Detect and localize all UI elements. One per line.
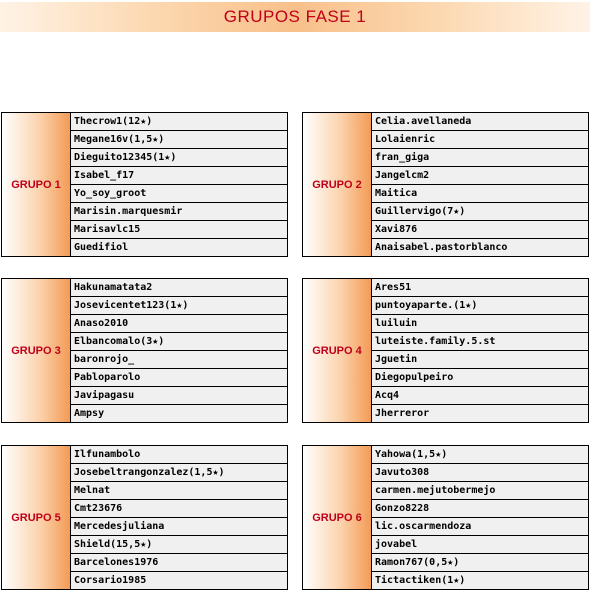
member-row: Celia.avellaneda xyxy=(372,113,588,131)
member-row: Corsario1985 xyxy=(71,572,287,589)
member-row: Josevicentet123(1★) xyxy=(71,297,287,315)
member-row: luiluin xyxy=(372,315,588,333)
member-row: Tictactiken(1★) xyxy=(372,572,588,589)
member-row: Isabel_f17 xyxy=(71,167,287,185)
group-table-5 xyxy=(1,445,288,590)
member-row: Barcelones1976 xyxy=(71,554,287,572)
group-table-3 xyxy=(1,278,288,423)
group-label: GRUPO 4 xyxy=(303,279,372,422)
member-list xyxy=(372,279,588,422)
group-label: GRUPO 2 xyxy=(303,113,372,256)
member-row: Gonzo8228 xyxy=(372,500,588,518)
member-row: Ares51 xyxy=(372,279,588,297)
member-row: Marisin.marquesmir xyxy=(71,203,287,221)
member-list xyxy=(372,446,588,589)
member-list xyxy=(71,113,287,256)
member-row: Ramon767(0,5★) xyxy=(372,554,588,572)
title-banner xyxy=(0,2,590,32)
member-list xyxy=(372,113,588,256)
member-row: Elbancomalo(3★) xyxy=(71,333,287,351)
member-row: Guedifiol xyxy=(71,239,287,256)
group-label: GRUPO 1 xyxy=(2,113,71,256)
member-row: Acq4 xyxy=(372,387,588,405)
member-row: Ilfunambolo xyxy=(71,446,287,464)
member-row: Xavi876 xyxy=(372,221,588,239)
member-list xyxy=(71,446,287,589)
page-title: GRUPOS FASE 1 xyxy=(223,7,367,26)
member-row: Marisavlc15 xyxy=(71,221,287,239)
member-row: puntoyaparte.(1★) xyxy=(372,297,588,315)
member-row: Jangelcm2 xyxy=(372,167,588,185)
group-label: GRUPO 6 xyxy=(303,446,372,589)
group-label: GRUPO 5 xyxy=(2,446,71,589)
member-row: Shield(15,5★) xyxy=(71,536,287,554)
member-list xyxy=(71,279,287,422)
member-row: Anaisabel.pastorblanco xyxy=(372,239,588,256)
group-label: GRUPO 3 xyxy=(2,279,71,422)
member-row: Melnat xyxy=(71,482,287,500)
member-row: Diegopulpeiro xyxy=(372,369,588,387)
member-row: Javipagasu xyxy=(71,387,287,405)
member-row: Mercedesjuliana xyxy=(71,518,287,536)
member-row: fran_giga xyxy=(372,149,588,167)
member-row: Megane16v(1,5★) xyxy=(71,131,287,149)
member-row: carmen.mejutobermejo xyxy=(372,482,588,500)
group-table-4 xyxy=(302,278,589,423)
member-row: jovabel xyxy=(372,536,588,554)
member-row: luteiste.family.5.st xyxy=(372,333,588,351)
member-row: Yahowa(1,5★) xyxy=(372,446,588,464)
member-row: Dieguito12345(1★) xyxy=(71,149,287,167)
member-row: Ampsy xyxy=(71,405,287,422)
member-row: Yo_soy_groot xyxy=(71,185,287,203)
member-row: Jguetin xyxy=(372,351,588,369)
group-table-2 xyxy=(302,112,589,257)
group-table-6 xyxy=(302,445,589,590)
group-table-1 xyxy=(1,112,288,257)
member-row: Maitica xyxy=(372,185,588,203)
member-row: Cmt23676 xyxy=(71,500,287,518)
member-row: Josebeltrangonzalez(1,5★) xyxy=(71,464,287,482)
member-row: Jherreror xyxy=(372,405,588,422)
member-row: Anaso2010 xyxy=(71,315,287,333)
member-row: Hakunamatata2 xyxy=(71,279,287,297)
member-row: Pabloparolo xyxy=(71,369,287,387)
member-row: baronrojo_ xyxy=(71,351,287,369)
member-row: Guillervigo(7★) xyxy=(372,203,588,221)
member-row: Thecrow1(12★) xyxy=(71,113,287,131)
member-row: Lolaienric xyxy=(372,131,588,149)
member-row: lic.oscarmendoza xyxy=(372,518,588,536)
member-row: Javuto308 xyxy=(372,464,588,482)
